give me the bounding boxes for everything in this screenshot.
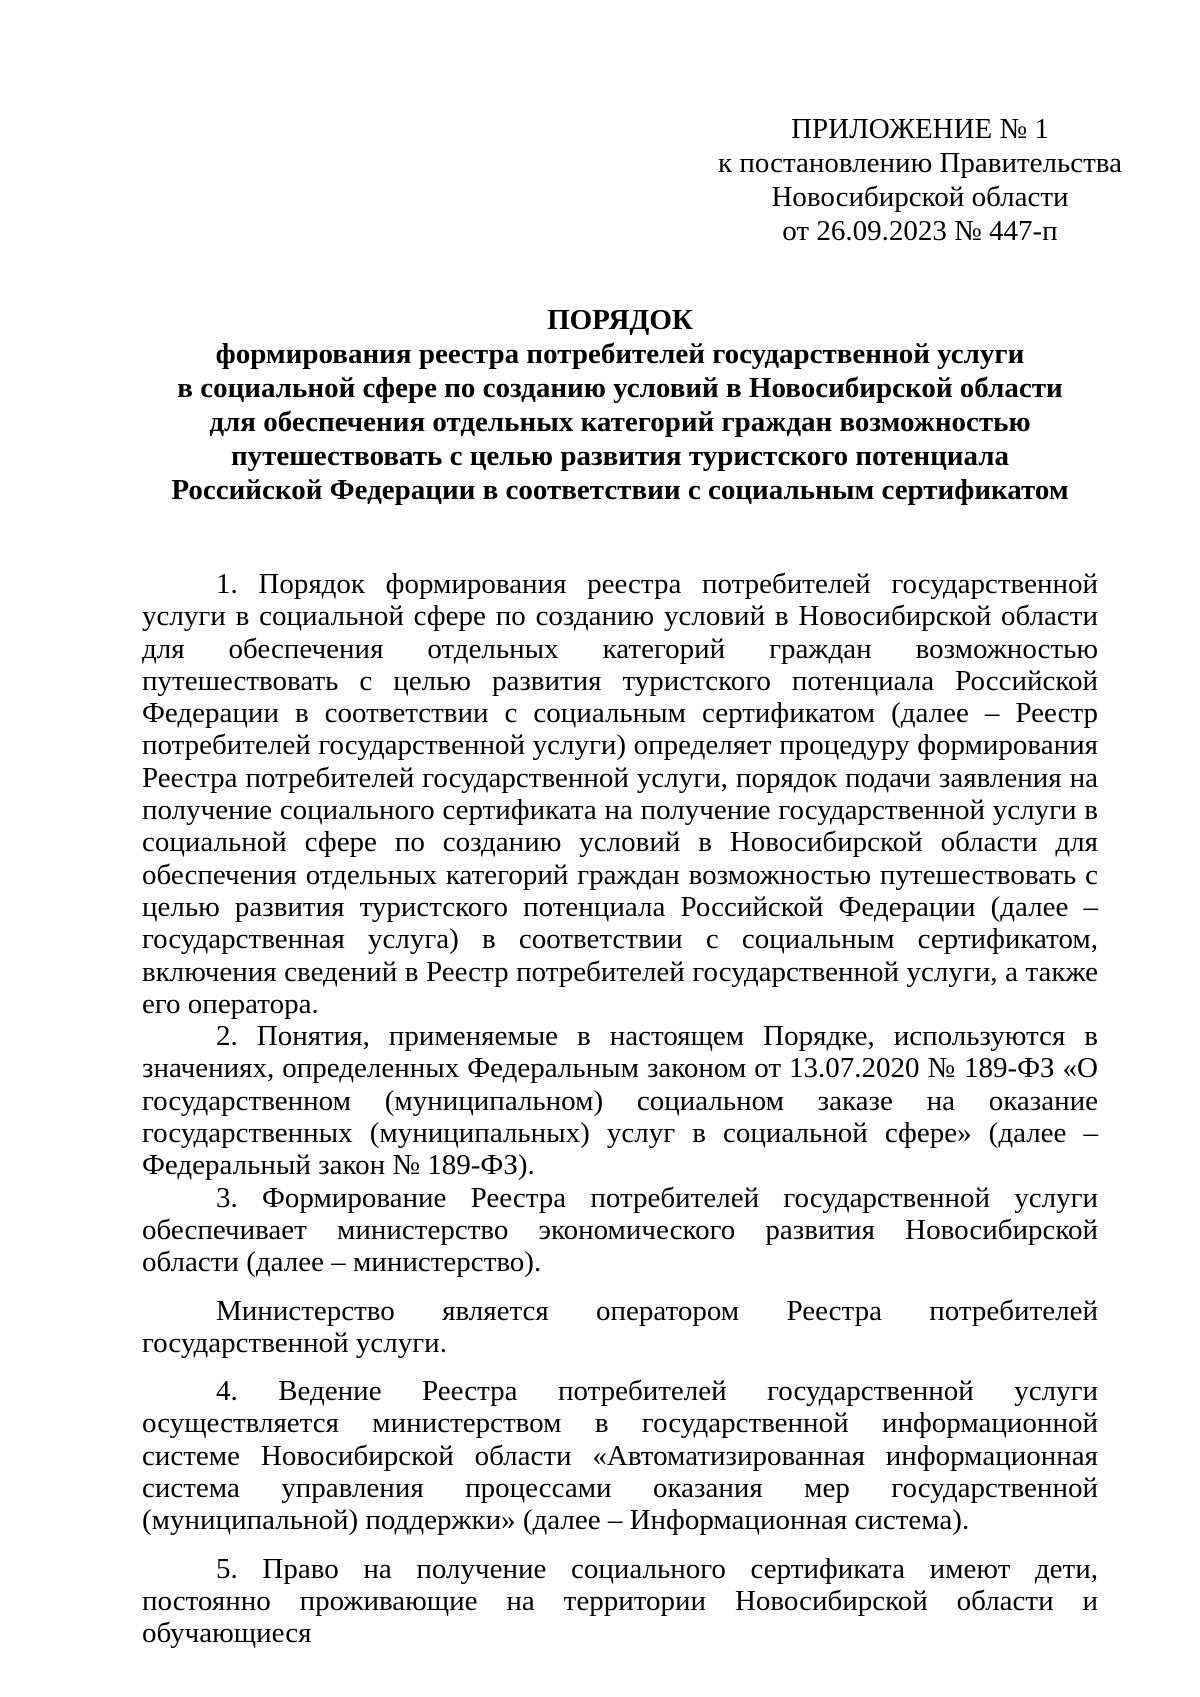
title-line: Российской Федерации в соответствии с социальным сертификатом: [171, 474, 1069, 506]
title-heading: ПОРЯДОК: [547, 304, 693, 336]
appendix-date-number: от 26.09.2023 № 447-п: [782, 215, 1058, 247]
document-title: [150, 303, 1090, 507]
paragraph-5: 5. Право на получение социального сертификата имеют дети, постоянно проживающие на территории Новосибирской области и обучающиеся: [142, 1552, 1098, 1650]
title-line: путешествовать с целью развития туристского потенциала: [230, 440, 1010, 472]
appendix-header: [700, 112, 1140, 248]
appendix-reference: к постановлению Правительства: [718, 147, 1122, 179]
appendix-number: ПРИЛОЖЕНИЕ № 1: [791, 113, 1049, 145]
title-line: в социальной сфере по созданию условий в Новосибирской области: [177, 372, 1063, 404]
document-body: [142, 568, 1098, 1650]
title-line: формирования реестра потребителей государственной услуги: [215, 338, 1025, 370]
paragraph-3: 3. Формирование Реестра потребителей государственной услуги обеспечивает министерство экономического развития Новосибирской области (далее – министерство).: [142, 1181, 1098, 1279]
paragraph-4: 4. Ведение Реестра потребителей государственной услуги осуществляется министерством в государственной информационной системе Новосибирской области «Автоматизированная информационная система управления процессами оказания мер государственной (муниципальной) поддержки» (далее – Информационная система).: [142, 1375, 1098, 1537]
paragraph-2: 2. Понятия, применяемые в настоящем Порядке, используются в значениях, определенных Федеральным законом от 13.07.2020 № 189-ФЗ «О государственном (муниципальном) социальном заказе на оказание государственных (муниципальных) услуг в социальной сфере» (далее – Федеральный закон № 189-ФЗ).: [142, 1020, 1098, 1182]
paragraph-1: 1. Порядок формирования реестра потребителей государственной услуги в социальной сфере по созданию условий в Новосибирской области для обеспечения отдельных категорий граждан возможностью путешествовать с целью развития туристского потенциала Российской Федерации в соответствии с социальным сертификатом (далее – Реестр потребителей государственной услуги) определяет процедуру формирования Реестра потребителей государственной услуги, порядок подачи заявления на получение социального сертификата на получение государственной услуги в социальной сфере по созданию условий в Новосибирской области для обеспечения отдельных категорий граждан возможностью путешествовать с целью развития туристского потенциала Российской Федерации (далее – государственная услуга) в соответствии с социальным сертификатом, включения сведений в Реестр потребителей государственной услуги, а также его оператора.: [142, 568, 1098, 1020]
title-line: для обеспечения отдельных категорий граждан возможностью: [209, 406, 1031, 438]
appendix-region: Новосибирской области: [771, 181, 1069, 213]
paragraph-operator: Министерство является оператором Реестра потребителей государственной услуги.: [142, 1294, 1098, 1359]
